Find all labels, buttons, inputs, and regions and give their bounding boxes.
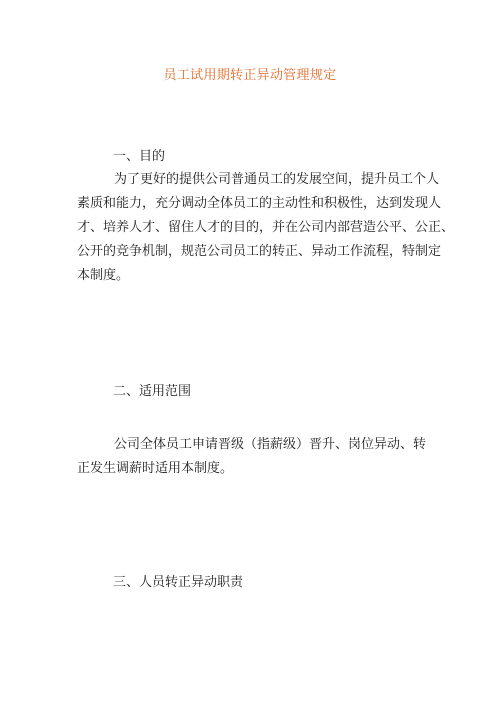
section-paragraph-scope — [77, 433, 427, 481]
paragraph-line: 素质和能力，充分调动全体员工的主动性和积极性，达到发现人 — [77, 196, 442, 211]
paragraph-line: 公司全体员工申请晋级（指薪级）晋升、岗位异动、转 — [114, 437, 427, 452]
paragraph-line: 公开的竞争机制，规范公司员工的转正、异动工作流程，特制定 — [77, 244, 442, 259]
section-paragraph-purpose — [77, 168, 455, 288]
paragraph-line: 为了更好的提供公司普通员工的发展空间，提升员工个人 — [114, 172, 440, 187]
document-title: 员工试用期转正异动管理规定 — [163, 68, 337, 83]
paragraph-line: 才、培养人才、留住人才的目的，并在公司内部营造公平、公正、 — [77, 220, 455, 235]
paragraph-line: 本制度。 — [77, 268, 130, 283]
section-heading-scope: 二、适用范围 — [113, 384, 192, 399]
paragraph-line: 正发生调薪时适用本制度。 — [77, 461, 234, 476]
section-heading-purpose: 一、目的 — [113, 149, 166, 164]
section-heading-responsibilities: 三、人员转正异动职责 — [113, 575, 244, 590]
